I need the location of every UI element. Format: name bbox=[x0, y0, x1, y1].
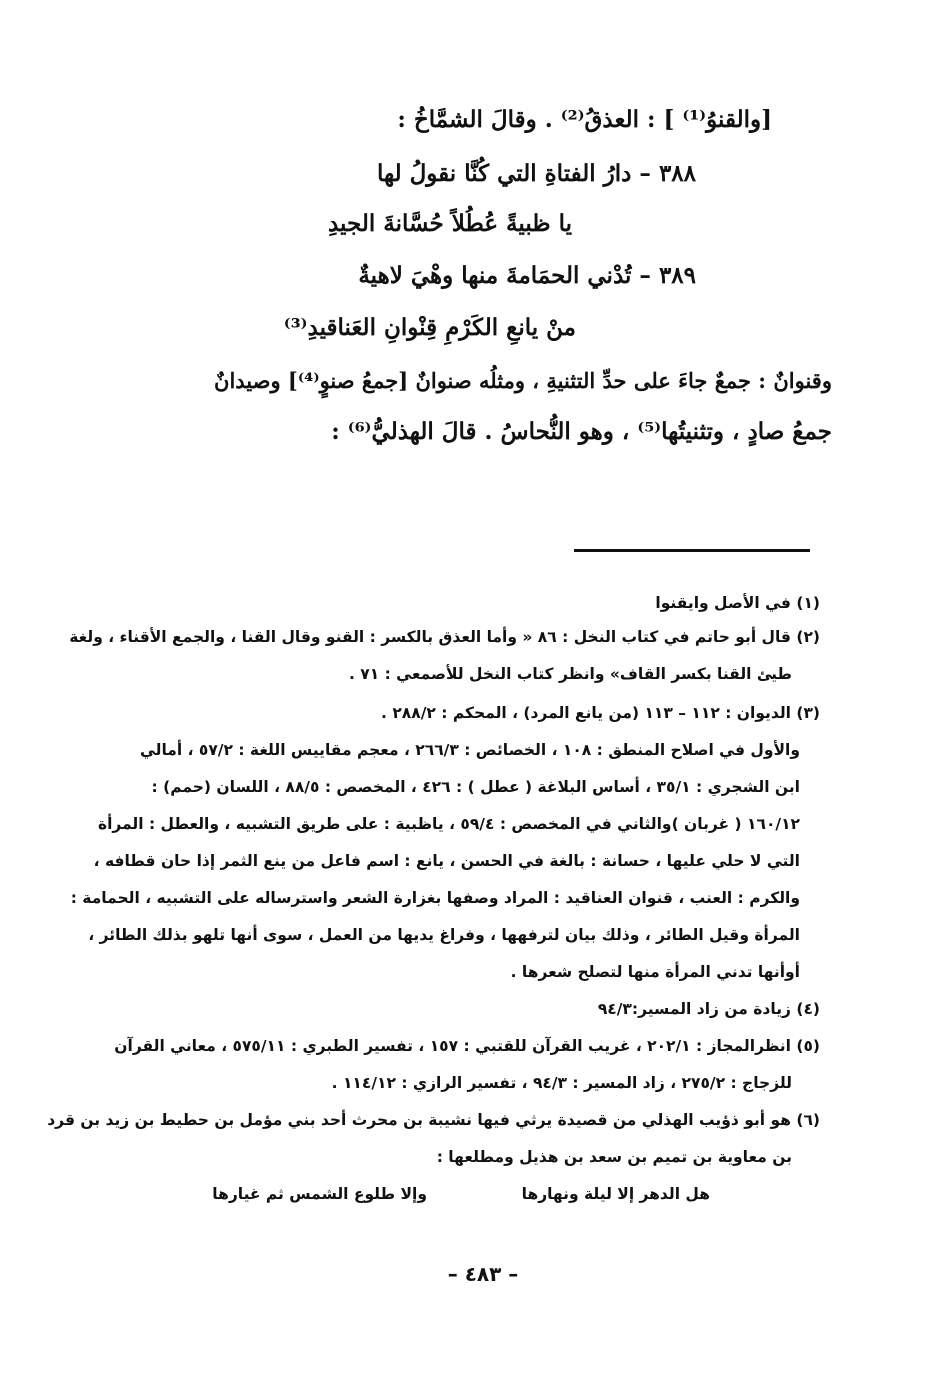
footnote-3-line-2: والأول في اصلاح المنطق : ١٠٨ ، الخصائص : ٢٦٦/٣ ، معجم مقاييس اللغة : ٥٧/٢ ، أمالي bbox=[139, 741, 800, 759]
footnote-1: (١) في الأصل وايقنوا bbox=[655, 594, 820, 612]
verse-388-first-hemistich: ٣٨٨ – دارُ الفتاةِ التي كُنَّا نقولُ لها bbox=[376, 160, 696, 187]
footnote-3-line-4: ١٦٠/١٢ ( غربان )والثاني في المخصص : ٥٩/٤ ، ياظبية : على طريق التشبيه ، والعطل : المرأة bbox=[97, 815, 800, 833]
page-number: – ٤٨٣ – bbox=[447, 1262, 519, 1286]
footnote-6-line-2: بن معاوية بن تميم بن سعد بن هذيل ومطلعها : bbox=[436, 1148, 792, 1166]
footnote-divider bbox=[574, 549, 810, 552]
footnote-3-line-3: ابن الشجري : ٣٥/١ ، أساس البلاغة ( عطل ) : ٤٢٦ ، المخصص : ٨٨/٥ ، اللسان (حمم) : bbox=[151, 778, 800, 796]
footnote-3-line-6: والكرم : العنب ، قنوان العناقيد : المراد وصفها بغزارة الشعر واسترساله على التشبيه ، الحمامة : bbox=[70, 889, 800, 907]
footnote-3-line-8: أوأنها تدني المرأة منها لتصلح شعرها . bbox=[510, 963, 800, 981]
footnote-6-line-1: (٦) هو أبو ذؤيب الهذلي من قصيدة يرثي فيها نشيبة بن محرث أحد بني مؤمل بن حطيط بن زيد بن قرد bbox=[47, 1111, 820, 1129]
main-line-6: وقنوانٌ : جمعٌ جاءَ على حدِّ التثنيةِ ، ومثلُه صنوانٌ [جمعُ صنوٍ⁽⁴⁾] وصيدانٌ bbox=[214, 368, 832, 393]
footnote-4: (٤) زيادة من زاد المسير:٩٤/٣ bbox=[597, 1000, 820, 1018]
footnote-3-line-7: المرأة وقيل الطائر ، وذلك بيان لترفهها ، وفراغ يديها من العمل ، سوى أنها تلهو بذلك الطائر ، bbox=[88, 926, 800, 944]
verse-389-first-hemistich: ٣٨٩ – تُدْني الحمَامةَ منها وهْيَ لاهيةٌ bbox=[358, 262, 696, 289]
footnote-verse-second-hemistich: وإلا طلوع الشمس ثم غيارها bbox=[212, 1185, 427, 1203]
footnote-5-line-1: (٥) انظرالمجاز : ٢٠٢/١ ، غريب القرآن للقتبي : ١٥٧ ، تفسير الطبري : ٥٧٥/١١ ، معاني القرآن bbox=[114, 1037, 820, 1055]
footnote-2-line-2: طيئ القنا بكسر القاف» وانظر كتاب النخل للأصمعي : ٧١ . bbox=[348, 665, 792, 683]
main-line-1: [والقنوُ⁽¹⁾ ] : العذقُ⁽²⁾ . وقالَ الشمَّاخُ : bbox=[397, 106, 772, 133]
footnote-2-line-1: (٢) قال أبو حاتم في كتاب النخل : ٨٦ « وأما العذق بالكسر : القنو وقال القنا ، والجمع الأقناء ، ولغة bbox=[69, 628, 820, 646]
footnote-3-line-1: (٣) الديوان : ١١٢ – ١١٣ (من يانع المرد) ، المحكم : ٢٨٨/٢ . bbox=[381, 704, 820, 722]
verse-389-second-hemistich: منْ يانعِ الكَرْمِ قِنْوانِ العَناقيدِ⁽³⁾ bbox=[283, 314, 576, 341]
footnote-verse-first-hemistich: هل الدهر إلا ليلة ونهارها bbox=[521, 1185, 710, 1203]
footnote-5-line-2: للزجاج : ٢٧٥/٢ ، زاد المسير : ٩٤/٣ ، تفسير الرازي : ١١٤/١٢ . bbox=[331, 1074, 792, 1092]
verse-388-second-hemistich: يا ظبيةً عُطُلاً حُسَّانةَ الجيدِ bbox=[327, 210, 572, 237]
main-line-7: جمعُ صادٍ ، وتثنيتُها⁽⁵⁾ ، وهو النُّحاسُ . قالَ الهذليُّ⁽⁶⁾ : bbox=[331, 418, 832, 445]
footnote-3-line-5: التي لا حلي عليها ، حسانة : بالغة في الحسن ، يانع : اسم فاعل من ينع الثمر إذا حان قطافه ، bbox=[93, 852, 800, 870]
